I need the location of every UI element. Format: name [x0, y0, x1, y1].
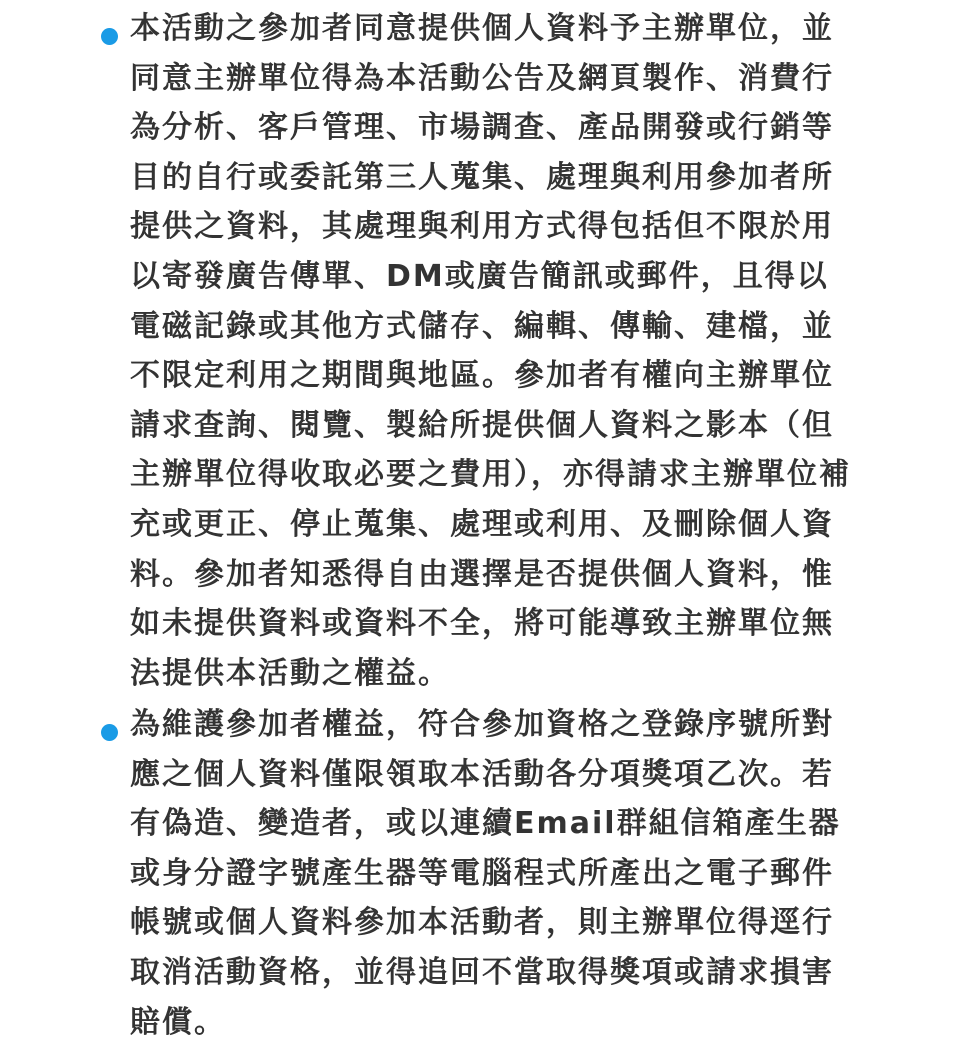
bullet-dot-icon	[101, 28, 118, 45]
bullet-dot-icon	[101, 724, 118, 741]
term-paragraph-eligibility: 為維護參加者權益，符合參加資格之登錄序號所對應之個人資料僅限領取本活動各分項獎項乙次。若有偽造、變造者，或以連續Email群組信箱產生器或身分證字號產生器等電腦程式所產出之電子郵件帳號或個人資料參加本活動者，則主辦單位得逕行取消活動資格，並得追回不當取得獎項或請求損害賠償。	[130, 707, 841, 1040]
term-paragraph-privacy: 本活動之參加者同意提供個人資料予主辦單位，並同意主辦單位得為本活動公告及網頁製作、消費行為分析、客戶管理、市場調查、產品開發或行銷等目的自行或委託第三人蒐集、處理與利用參加者所提供之資料，其處理與利用方式得包括但不限於用以寄發廣告傳單、DM或廣告簡訊或郵件，且得以電磁記錄或其他方式儲存、編輯、傳輸、建檔，並不限定利用之期間與地區。參加者有權向主辦單位請求查詢、閱覽、製給所提供個人資料之影本（但主辦單位得收取必要之費用），亦得請求主辦單位補充或更正、停止蒐集、處理或利用、及刪除個人資料。參加者知悉得自由選擇是否提供個人資料，惟如未提供資料或資料不全，將可能導致主辦單位無法提供本活動之權益。	[130, 11, 851, 691]
